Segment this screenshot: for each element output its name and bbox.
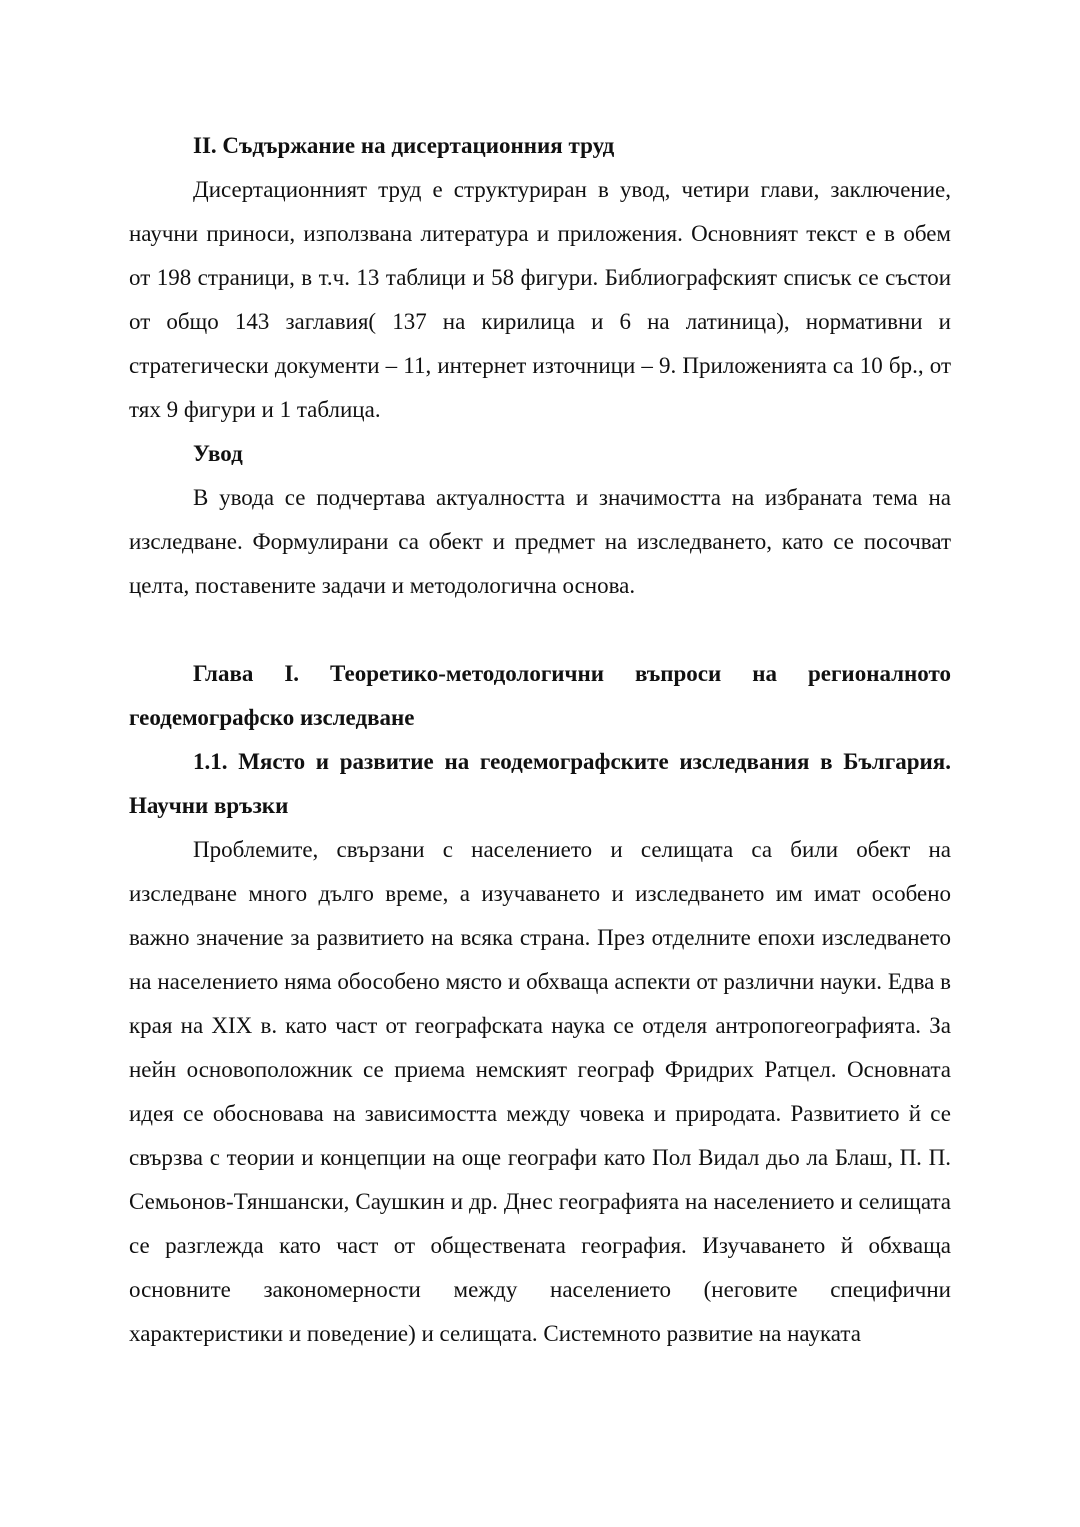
section-paragraph: Дисертационният труд е структуриран в увод, четири глави, заключение, научни приноси, използвана литература и приложения. Основният текст е в обем от 198 страници, в т.ч. 13 таблици и 58 фигури. Библиографският списък се състои от общо 143 заглавия( 137 на кирилица и 6 на латиница), нормативни и стратегически документи – 11, интернет източници – 9. Приложенията са 10 бр., от тях 9 фигури и 1 таблица.	[129, 177, 951, 422]
section-title: II. Съдържание на дисертационния труд	[193, 133, 615, 158]
intro-title: Увод	[193, 441, 243, 466]
subsection-title: 1.1. Място и развитие на геодемографските изследвания в България. Научни връзки	[129, 749, 951, 818]
chapter-paragraph: Проблемите, свързани с населението и селищата са били обект на изследване много дълго време, а изучаването и изследването им имат особено важно значение за развитието на всяка страна. През отделните епохи изследването на населението няма обособено място и обхваща аспекти от различни науки. Едва в края на XIX в. като част от географската наука се отделя антропогеографията. За нейн основоположник се приема немският географ Фридрих Ратцел. Основната идея се обосновава на зависимостта между човека и природата. Развитието й се свързва с теории и концепции на още географи като Пол Видал дьо ла Блаш, П. П. Семьонов-Тяншански, Саушкин и др. Днес географията на населението и селищата се разглежда като част от обществената география. Изучаването й обхваща основните закономерности между населението (неговите специфични характеристики и поведение) и селищата. Системното развитие на науката	[129, 837, 951, 1346]
chapter-title: Глава I. Теоретико-методологични въпроси на регионалното геодемографско изследване	[129, 661, 951, 730]
section-spacer	[129, 608, 951, 652]
intro-paragraph: В увода се подчертава актуалността и значимостта на избраната тема на изследване. Формулирани са обект и предмет на изследването, като се посочват целта, поставените задачи и методологична основа.	[129, 485, 951, 598]
document-page	[129, 124, 951, 1356]
